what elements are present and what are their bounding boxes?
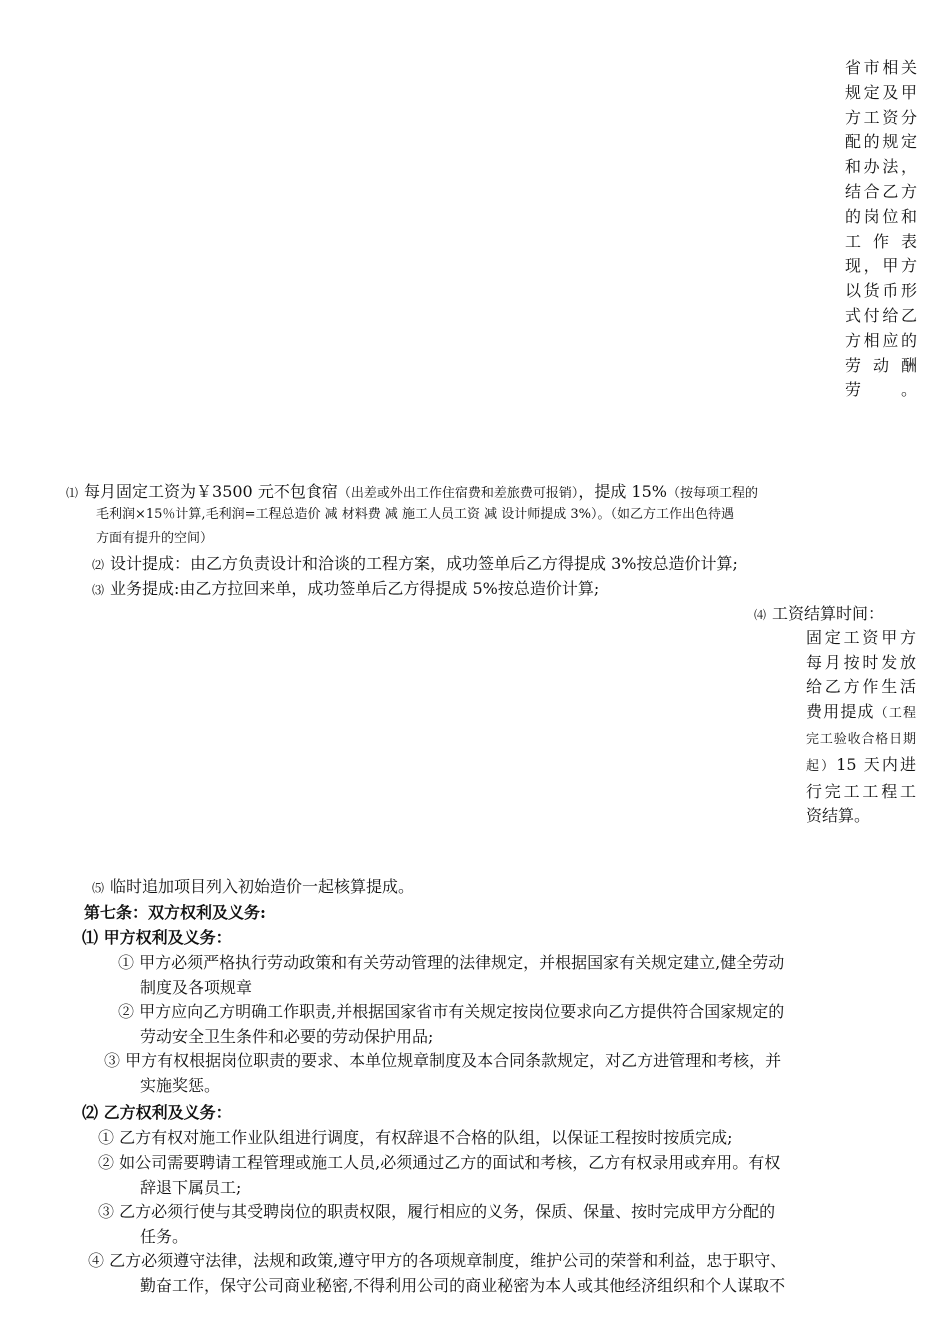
party-b-item-3-number: ③ — [98, 1202, 115, 1221]
item-4-note: （工程完工验收合格日期起） — [806, 705, 916, 774]
party-a-item-1-line-2: 制度及各项规章 — [140, 977, 253, 997]
paragraph-salary-basis: 省市相关规定及甲方工资分配的规定和办法，结合乙方的岗位和工作表现，甲方以货币形式付给乙方相应的劳动酬劳。 — [845, 58, 917, 400]
party-b-item-1-number: ① — [98, 1128, 115, 1147]
party-a-item-3-number: ③ — [104, 1051, 121, 1070]
party-a-item-3-line-1: 甲方有权根据岗位职责的要求、本单位规章制度及本合同条款规定，对乙方进管理和考核，并 — [125, 1051, 782, 1070]
item-3-text: 业务提成:由乙方拉回来单，成功签单后乙方得提成 5%按总造价计算; — [110, 579, 600, 598]
item-4-body-b: 15 天内进行完工工程工资结算。 — [806, 754, 916, 826]
party-a-item-2-line-2: 劳动安全卫生条件和必要的劳动保护用品; — [140, 1026, 434, 1046]
item-1-number: ⑴ — [66, 486, 79, 500]
party-a-item-3 — [104, 1049, 781, 1098]
party-b-item-4-number: ④ — [88, 1251, 105, 1270]
item-5-number: ⑸ — [92, 881, 105, 895]
party-a-item-1-line-1: 甲方必须严格执行劳动政策和有关劳动管理的法律规定，并根据国家有关规定建立,健全劳动 — [139, 953, 785, 972]
item-3-number: ⑶ — [92, 583, 105, 597]
item-5-text: 临时追加项目列入初始造价一起核算提成。 — [110, 877, 415, 896]
party-b-item-1 — [98, 1126, 733, 1151]
party-b-item-2 — [98, 1151, 780, 1200]
party-b-item-3-line-2: 任务。 — [140, 1226, 189, 1246]
item-2-text: 设计提成：由乙方负责设计和洽谈的工程方案，成功签单后乙方得提成 3%按总造价计算; — [110, 554, 738, 573]
item-1-text-b: ，提成 15% — [578, 482, 667, 501]
item-4-number: ⑷ — [754, 608, 767, 622]
item-1-note-a: （出差或外出工作住宿费和差旅费可报销） — [337, 486, 579, 501]
item-1-line-2: 毛利润×15％计算,毛利润=工程总造价 减 材料费 减 施工人员工资 减 设计师提成 3%）。（如乙方工作出色待遇 — [96, 507, 735, 522]
party-a-item-2 — [118, 1000, 784, 1049]
item-1-line-3: 方面有提升的空间） — [96, 531, 214, 546]
party-b-item-1-line-1: 乙方有权对施工作业队组进行调度，有权辞退不合格的队组，以保证工程按时按质完成; — [119, 1128, 733, 1147]
item-2 — [92, 552, 738, 577]
article-7-title: 第七条：双方权利及义务: — [84, 903, 266, 922]
party-b-item-2-line-2: 辞退下属员工; — [140, 1177, 242, 1197]
party-a-title: ⑴ 甲方权利及义务： — [82, 928, 232, 947]
item-5 — [92, 875, 414, 900]
party-a-item-3-line-2: 实施奖惩。 — [140, 1075, 221, 1095]
party-b-item-2-line-1: 如公司需要聘请工程管理或施工人员,必须通过乙方的面试和考核，乙方有权录用或弃用。有权 — [119, 1153, 781, 1172]
party-b-title: ⑵ 乙方权利及义务： — [82, 1103, 232, 1122]
item-1-text-a: 每月固定工资为￥3500 元不包食宿 — [84, 482, 338, 501]
item-4-body-a: 固定工资甲方每月按时发放给乙方作生活费用提成 — [806, 628, 916, 721]
party-a-item-1 — [118, 951, 784, 1000]
item-4-title-line — [754, 602, 884, 627]
item-2-number: ⑵ — [92, 558, 105, 572]
item-1-note-b: （按每项工程的 — [667, 486, 759, 501]
party-b-item-4 — [88, 1249, 786, 1298]
party-b-item-3 — [98, 1200, 775, 1249]
party-b-item-3-line-1: 乙方必须行使与其受聘岗位的职责权限，履行相应的义务，保质、保量、按时完成甲方分配的 — [119, 1202, 776, 1221]
party-b-item-4-line-2: 勤奋工作，保守公司商业秘密,不得利用公司的商业秘密为本人或其他经济组织和个人谋取不 — [140, 1275, 786, 1295]
item-4-body — [806, 626, 916, 829]
item-4-title: 工资结算时间： — [772, 604, 885, 623]
item-3 — [92, 577, 599, 602]
party-b-item-2-number: ② — [98, 1153, 115, 1172]
party-a-item-2-number: ② — [118, 1002, 135, 1021]
party-a-item-2-line-1: 甲方应向乙方明确工作职责,并根据国家省市有关规定按岗位要求向乙方提供符合国家规定的 — [139, 1002, 785, 1021]
party-a-item-1-number: ① — [118, 953, 135, 972]
party-b-item-4-line-1: 乙方必须遵守法律，法规和政策,遵守甲方的各项规章制度，维护公司的荣誉和利益，忠于职守、 — [109, 1251, 787, 1270]
